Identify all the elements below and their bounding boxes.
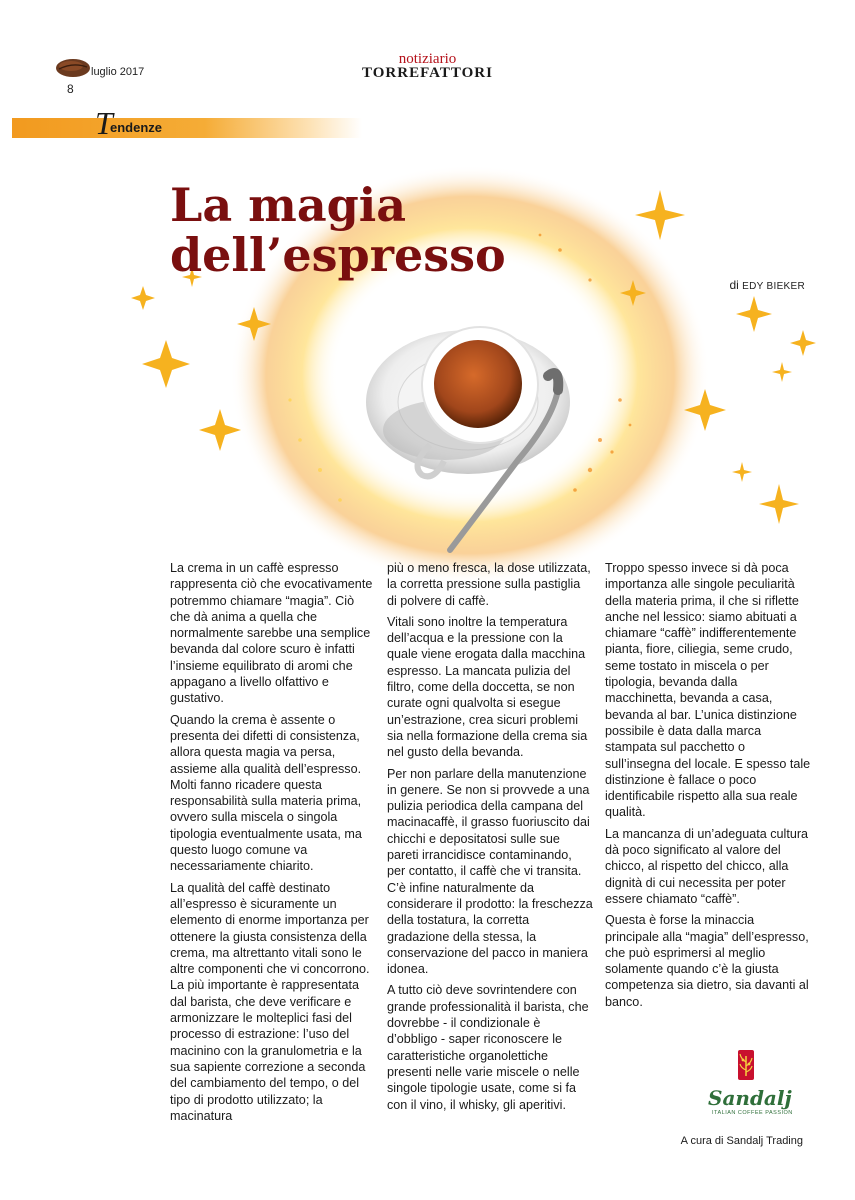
masthead-title: TORREFATTORI xyxy=(362,65,493,81)
sponsor-logo-tagline: ITALIAN COFFEE PASSION xyxy=(712,1110,793,1116)
credit-prefix: A cura di xyxy=(680,1135,724,1147)
article-title xyxy=(170,180,506,280)
credit-name: Sandalj Trading xyxy=(726,1135,803,1147)
paragraph: La qualità del caffè destinato all’espresso è sicuramente un elemento di enorme importanza per ottenere la giusta consistenza della crema, ma altrettanto vitali sono le altre componenti che vi concorrono. La più importante è rappresentata dal barista, che deve verificare e armonizzare le molteplici fasi del processo di estrazione: l’uso del macinino con la granulometria e la sua sapiente correzione a seconda del cambiamento del tempo, o del tipo di prodotto utilizzato; la macinatura xyxy=(170,880,370,1123)
section-initial: T xyxy=(95,105,113,141)
paragraph: A tutto ciò deve sovrintendere con grande professionalità il barista, che dovrebbe - il condizionale è d’obbligo - saper riconoscere le caratteristiche organolettiche presenti nelle varie miscele o nelle singole tipologie usate, come si fa con il vino, il whisky, gli aperitivi. xyxy=(387,983,589,1112)
issue-date: luglio 2017 xyxy=(91,66,145,78)
section-band xyxy=(12,118,362,138)
article-column-1 xyxy=(170,560,376,1129)
article-column-2 xyxy=(387,560,593,1118)
paragraph: La mancanza di un’adeguata cultura dà poco significato al valore del chicco, al rispetto del chicco, alla dignità di cui necessita per poter essere chiamato “caffè”. xyxy=(605,826,809,906)
paragraph: La crema in un caffè espresso rappresenta ciò che evocativamente potremmo chiamare “magia”. Ciò che dà anima a quella che normalmente sarebbe una semplice bevanda dal colore scuro è infatti l’insieme equilibrato di aromi che appagano a livello olfattivo e gustativo. xyxy=(170,561,373,706)
article-title-line1: La magia xyxy=(170,178,407,232)
paragraph: Quando la crema è assente o presenta dei difetti di consistenza, allora questa magia va persa, assieme alla qualità dell’espresso. Molti fanno ricadere questa responsabilità sulla materia prima, ovvero sulla miscela o singola tipologia eventualmente usata, ma questo luogo comune va necessariamente chiarito. xyxy=(170,712,362,874)
article-title-line2: dell’espresso xyxy=(170,228,506,282)
sponsor-logo-wordmark: Sandalj xyxy=(708,1086,792,1110)
paragraph: più o meno fresca, la dose utilizzata, la corretta pressione sulla pastiglia di polvere di caffè. xyxy=(387,561,591,608)
paragraph: Vitali sono inoltre la temperatura dell’acqua e la pressione con la quale viene erogata dalla macchina espresso. La mancata pulizia del filtro, come della doccetta, se non curate ogni qualvolta si esegue un’estrazione, crea sicuri problemi sia nella formazione della crema sia nel gusto della bevanda. xyxy=(387,614,588,760)
byline-prefix: di xyxy=(729,278,739,292)
paragraph: Questa è forse la minaccia principale alla “magia” dell’espresso, che può esprimersi al meglio solamente quando c’è la giusta competenza sia dietro, sia davanti al banco. xyxy=(605,913,809,1009)
section-label: endenze xyxy=(110,120,163,135)
page-number: 8 xyxy=(67,82,74,96)
byline-author: EDY BIEKER xyxy=(742,281,805,292)
article-column-3 xyxy=(605,560,811,1015)
paragraph: Per non parlare della manutenzione in genere. Se non si provvede a una pulizia periodica della campana del macinacaffè, il grasso fuoriuscito dai chicchi e depositatosi sulle sue pareti irrancidisce contaminando, per contatto, il caffè che vi transita. C’è infine naturalmente da considerare il prodotto: la freschezza della tostatura, la corretta gradazione della stessa, la conservazione del pacco in maniera idonea. xyxy=(387,766,593,977)
sponsor-credit xyxy=(681,1135,803,1147)
masthead-subtitle: notiziario xyxy=(398,51,457,67)
byline xyxy=(729,278,805,292)
paragraph: Troppo spesso invece si dà poca importanza alle singole peculiarità della materia prima, il che si riflette anche nel lessico: siamo abituati a chiamare “caffè” indifferentemente pianta, fiore, ciliegia, seme crudo, seme tostato in miscela o per tipologia, bevanda dalla macchinetta, bevanda a casa, bevanda al bar. L’unica distinzione possibile è data dalla marca stampata sul pacchetto o sull’insegna del locale. E spesso tale distinzione è fallace o poco identificabile rispetto alla sua reale qualità. xyxy=(605,561,811,820)
